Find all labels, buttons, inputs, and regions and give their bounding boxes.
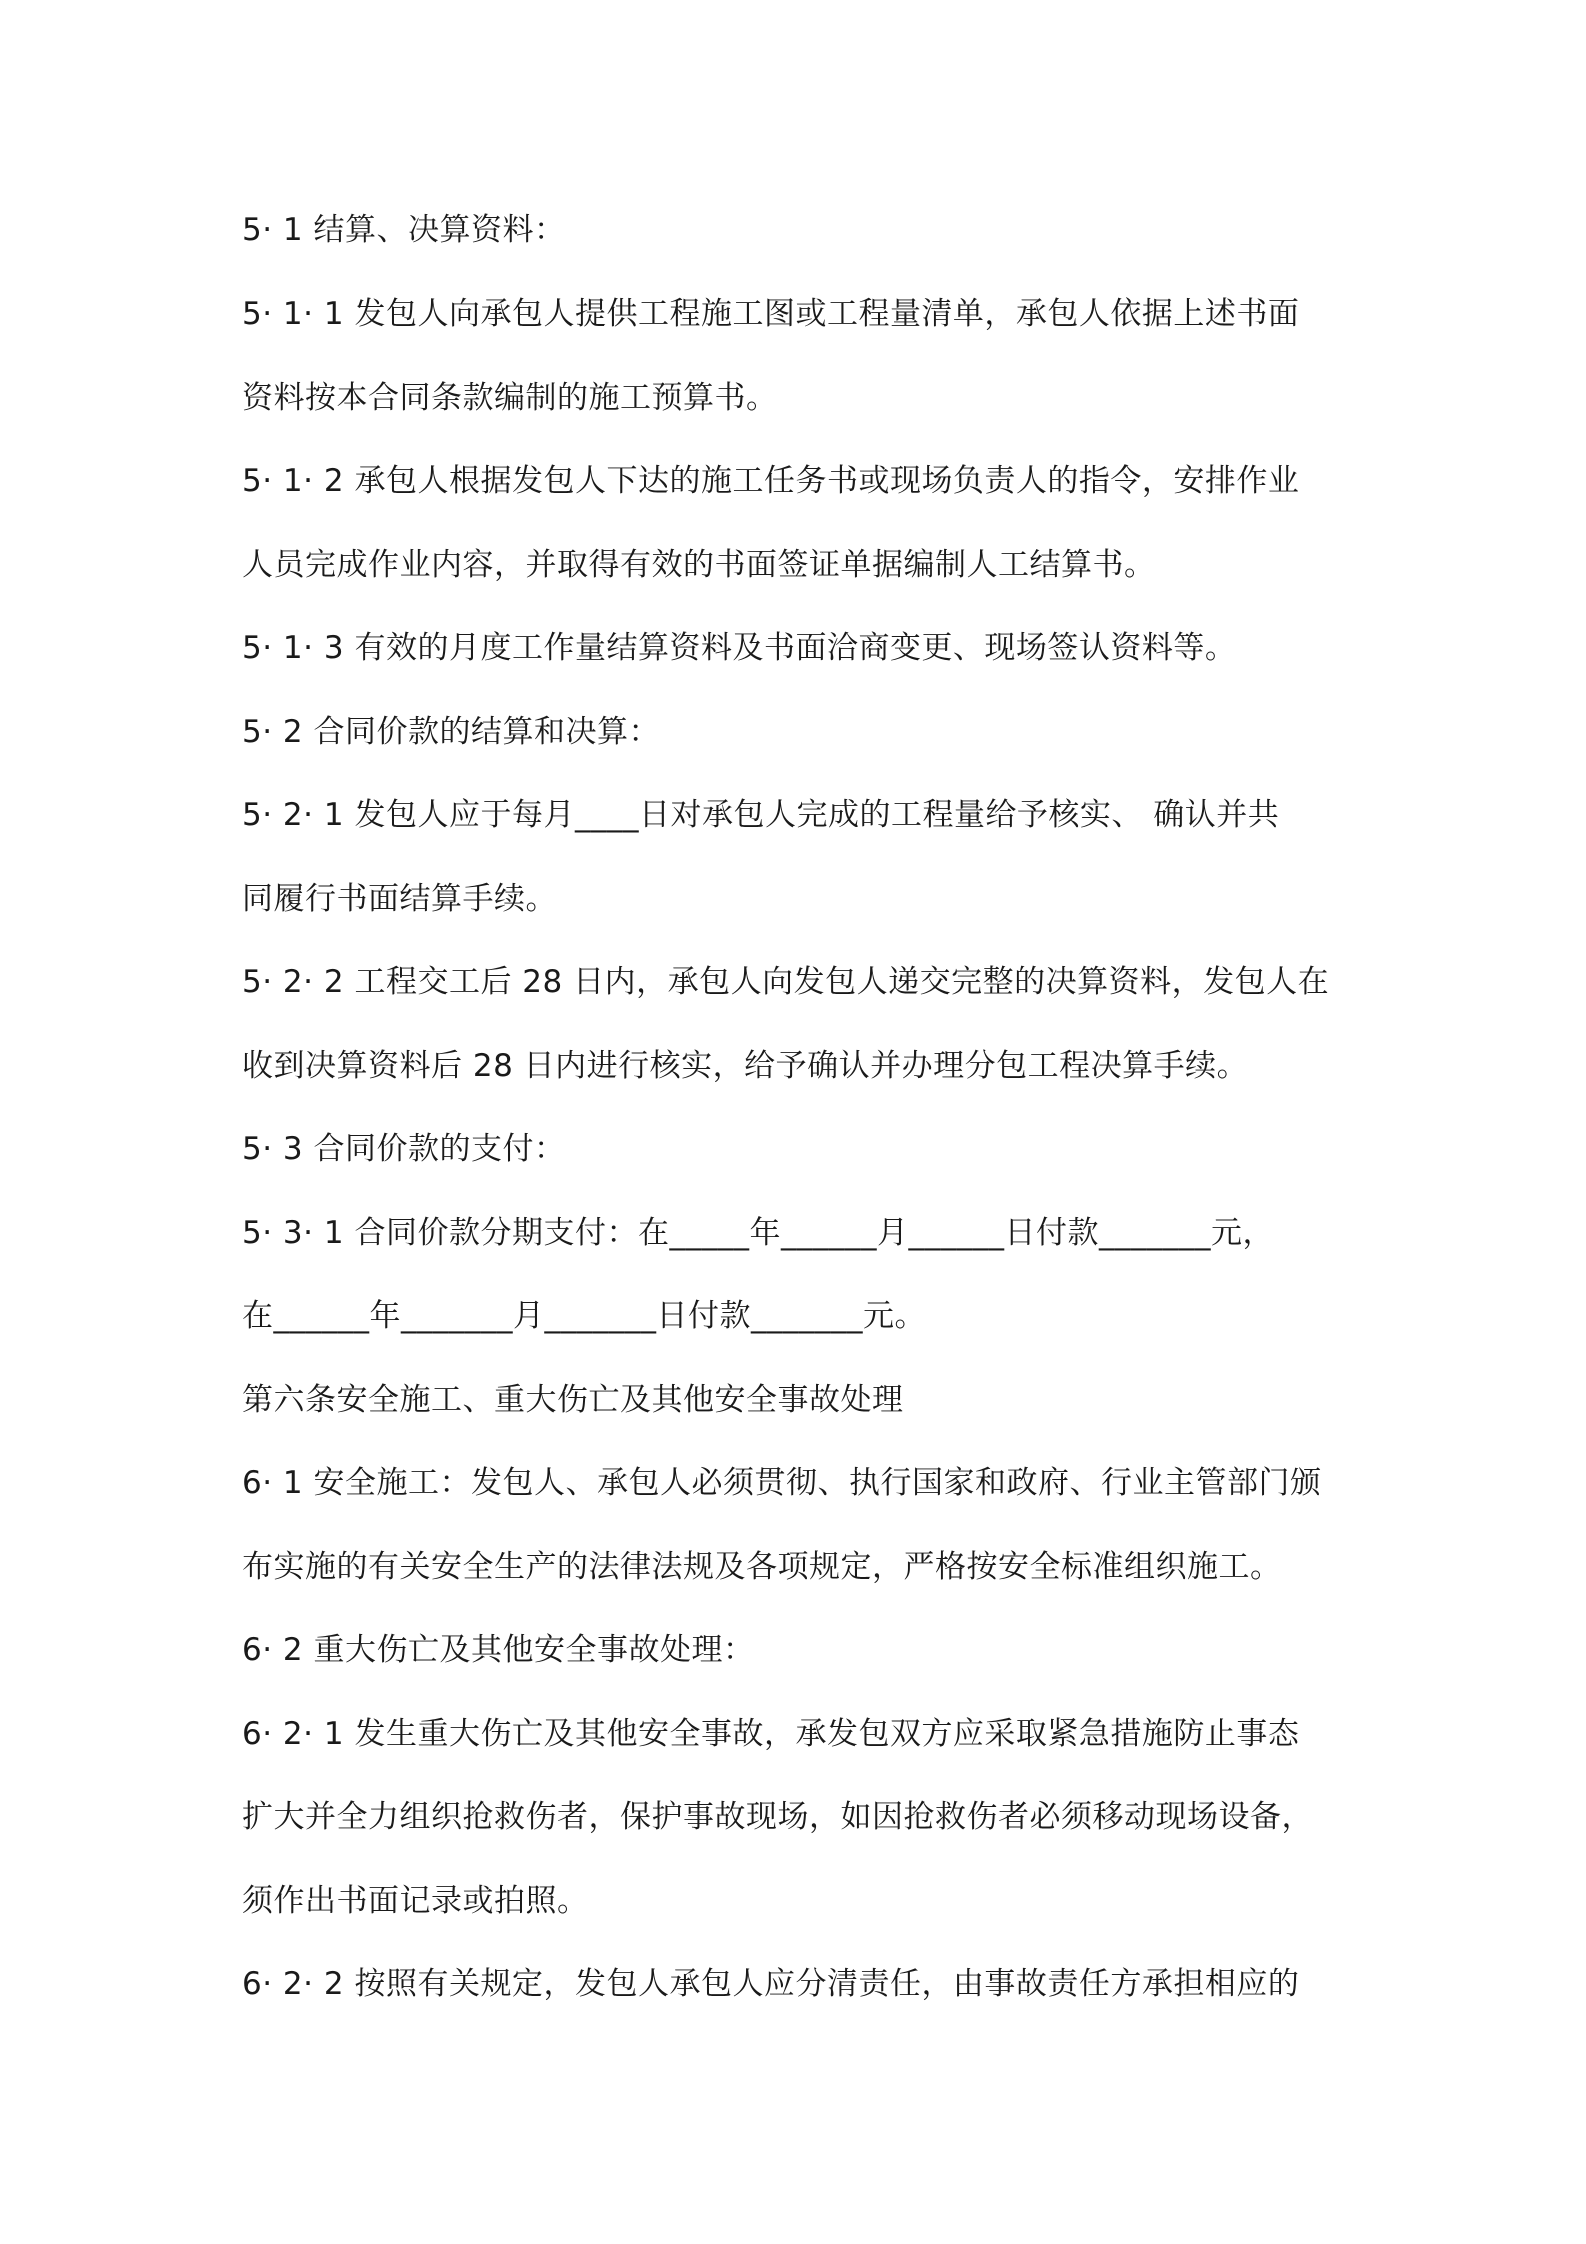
clause-5-1-1-line-1: 5· 1· 1 发包人向承包人提供工程施工图或工程量清单，承包人依据上述书面 [242,296,1300,332]
clause-5-1-2-line-2: 人员完成作业内容，并取得有效的书面签证单据编制人工结算书。 [242,547,1156,583]
clause-6-2-1-line-1: 6· 2· 1 发生重大伤亡及其他安全事故，承发包双方应采取紧急措施防止事态 [242,1716,1300,1752]
clause-6-2-1-line-3: 须作出书面记录或拍照。 [242,1883,589,1919]
clause-6-2-heading: 6· 2 重大伤亡及其他安全事故处理： [242,1632,755,1668]
clause-5-1-1-line-2: 资料按本合同条款编制的施工预算书。 [242,380,778,416]
clause-5-2-2-line-1: 5· 2· 2 工程交工后 28 日内，承包人向发包人递交完整的决算资料，发包人在 [242,964,1330,1000]
clause-5-2-2-line-2: 收到决算资料后 28 日内进行核实，给予确认并办理分包工程决算手续。 [242,1048,1249,1084]
clause-6-1-line-1: 6· 1 安全施工：发包人、承包人必须贯彻、执行国家和政府、行业主管部门颁 [242,1465,1322,1501]
clause-5-3-1-line-2: 在______年_______月_______日付款_______元。 [242,1298,926,1334]
clause-5-1-heading: 5· 1 结算、决算资料： [242,212,566,248]
article-6-heading: 第六条安全施工、重大伤亡及其他安全事故处理 [242,1382,904,1418]
clause-5-1-3: 5· 1· 3 有效的月度工作量结算资料及书面洽商变更、现场签认资料等。 [242,630,1237,666]
clause-6-2-2-line-1: 6· 2· 2 按照有关规定，发包人承包人应分清责任，由事故责任方承担相应的 [242,1966,1300,2002]
clause-5-1-2-line-1: 5· 1· 2 承包人根据发包人下达的施工任务书或现场负责人的指令，安排作业 [242,463,1300,499]
clause-5-2-1-line-1: 5· 2· 1 发包人应于每月____日对承包人完成的工程量给予核实、 确认并共 [242,797,1280,833]
clause-6-2-1-line-2: 扩大并全力组织抢救伤者，保护事故现场，如因抢救伤者必须移动现场设备， [242,1799,1313,1835]
clause-5-3-heading: 5· 3 合同价款的支付： [242,1131,566,1167]
clause-5-2-1-line-2: 同履行书面结算手续。 [242,881,557,917]
clause-6-1-line-2: 布实施的有关安全生产的法律法规及各项规定，严格按安全标准组织施工。 [242,1549,1282,1585]
clause-5-3-1-line-1: 5· 3· 1 合同价款分期支付：在_____年______月______日付款_______元， [242,1215,1274,1251]
clause-5-2-heading: 5· 2 合同价款的结算和决算： [242,714,661,750]
